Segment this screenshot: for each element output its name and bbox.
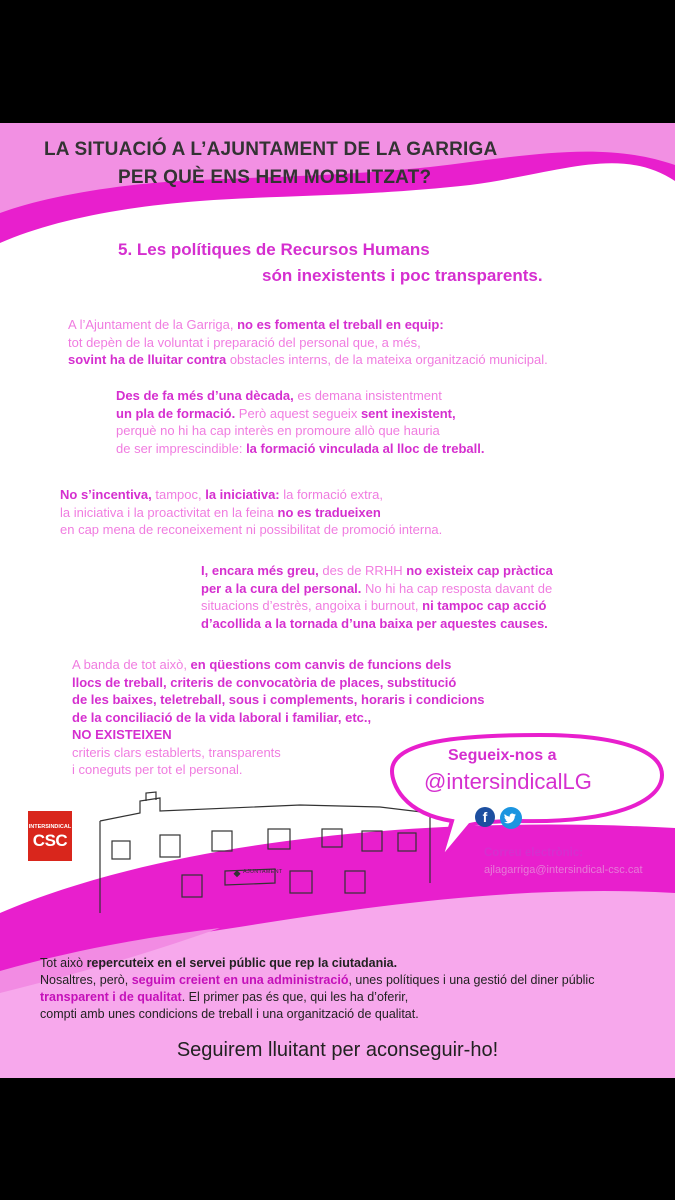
paragraph-4: I, encara més greu, des de RRHH no existeix cap pràctica per a la cura del personal. No hi ha cap resposta davant de situacions d’estrès, angoixa i burnout, ni tampoc cap acció d’acollida a la tornada d’una baixa per aquestes causes. [201, 563, 553, 631]
closing-slogan: Seguirem lluitant per aconseguir-ho! [176, 1039, 499, 1061]
email-link[interactable]: ajlagarriga@intersindical-csc.cat [484, 864, 643, 876]
section-heading-line2: són inexistents i poc transparents. [262, 266, 543, 285]
section-heading-line1: 5. Les polítiques de Recursos Humans [118, 240, 430, 259]
email-label: Correu electrònic: [484, 847, 584, 859]
paragraph-5: A banda de tot això, en qüestions com canvis de funcions dels llocs de treball, criteris de convocatòria de places, substitució de les baixes, teletreball, sous i complements, horaris i condicions de la conciliació de la vida laboral i familiar, etc., NO EXISTEIXEN criteris clars establerts, transparents i coneguts per tot el personal. [72, 657, 485, 777]
twitter-icon[interactable] [500, 807, 522, 829]
follow-label: Segueix-nos a [448, 747, 557, 764]
social-handle[interactable]: @intersindicalLG [424, 769, 592, 794]
building-sign: AJUNTAMENT [243, 869, 283, 875]
page-title-line2: PER QUÈ ENS HEM MOBILITZAT? [118, 167, 432, 188]
footer-text: Tot això repercuteix en el servei públic que rep la ciutadania. Nosaltres, però, seguim creient en una administració, unes polítiques i una gestió del diner públic transparent i de qualitat. El primer pas és que, qui les ha d’oferir, compti amb unes condicions de treball i una organització de qualitat. [40, 956, 595, 1021]
paragraph-1: A l’Ajuntament de la Garriga, no es fomenta el treball en equip: tot depèn de la voluntat i preparació del personal que, a més, sovint ha de lluitar contra obstacles interns, de la mateixa organització municipal. [68, 317, 548, 367]
paragraph-2: Des de fa més d’una dècada, es demana insistentment un pla de formació. Però aquest segueix sent inexistent, perquè no hi ha cap interès en promoure allò que hauria de ser imprescindible: la formació vinculada al lloc de treball. [116, 388, 485, 456]
poster [0, 123, 675, 1078]
page-title-line1: LA SITUACIÓ A L’AJUNTAMENT DE LA GARRIGA [44, 139, 498, 160]
paragraph-3: No s’incentiva, tampoc, la iniciativa: la formació extra, la iniciativa i la proactivitat en la feina no es tradueixen en cap mena de reconeixement ni possibilitat de promoció interna. [60, 487, 443, 537]
csc-logo: INTERSINDICAL CSC [28, 811, 72, 861]
facebook-icon[interactable]: f [475, 807, 495, 827]
